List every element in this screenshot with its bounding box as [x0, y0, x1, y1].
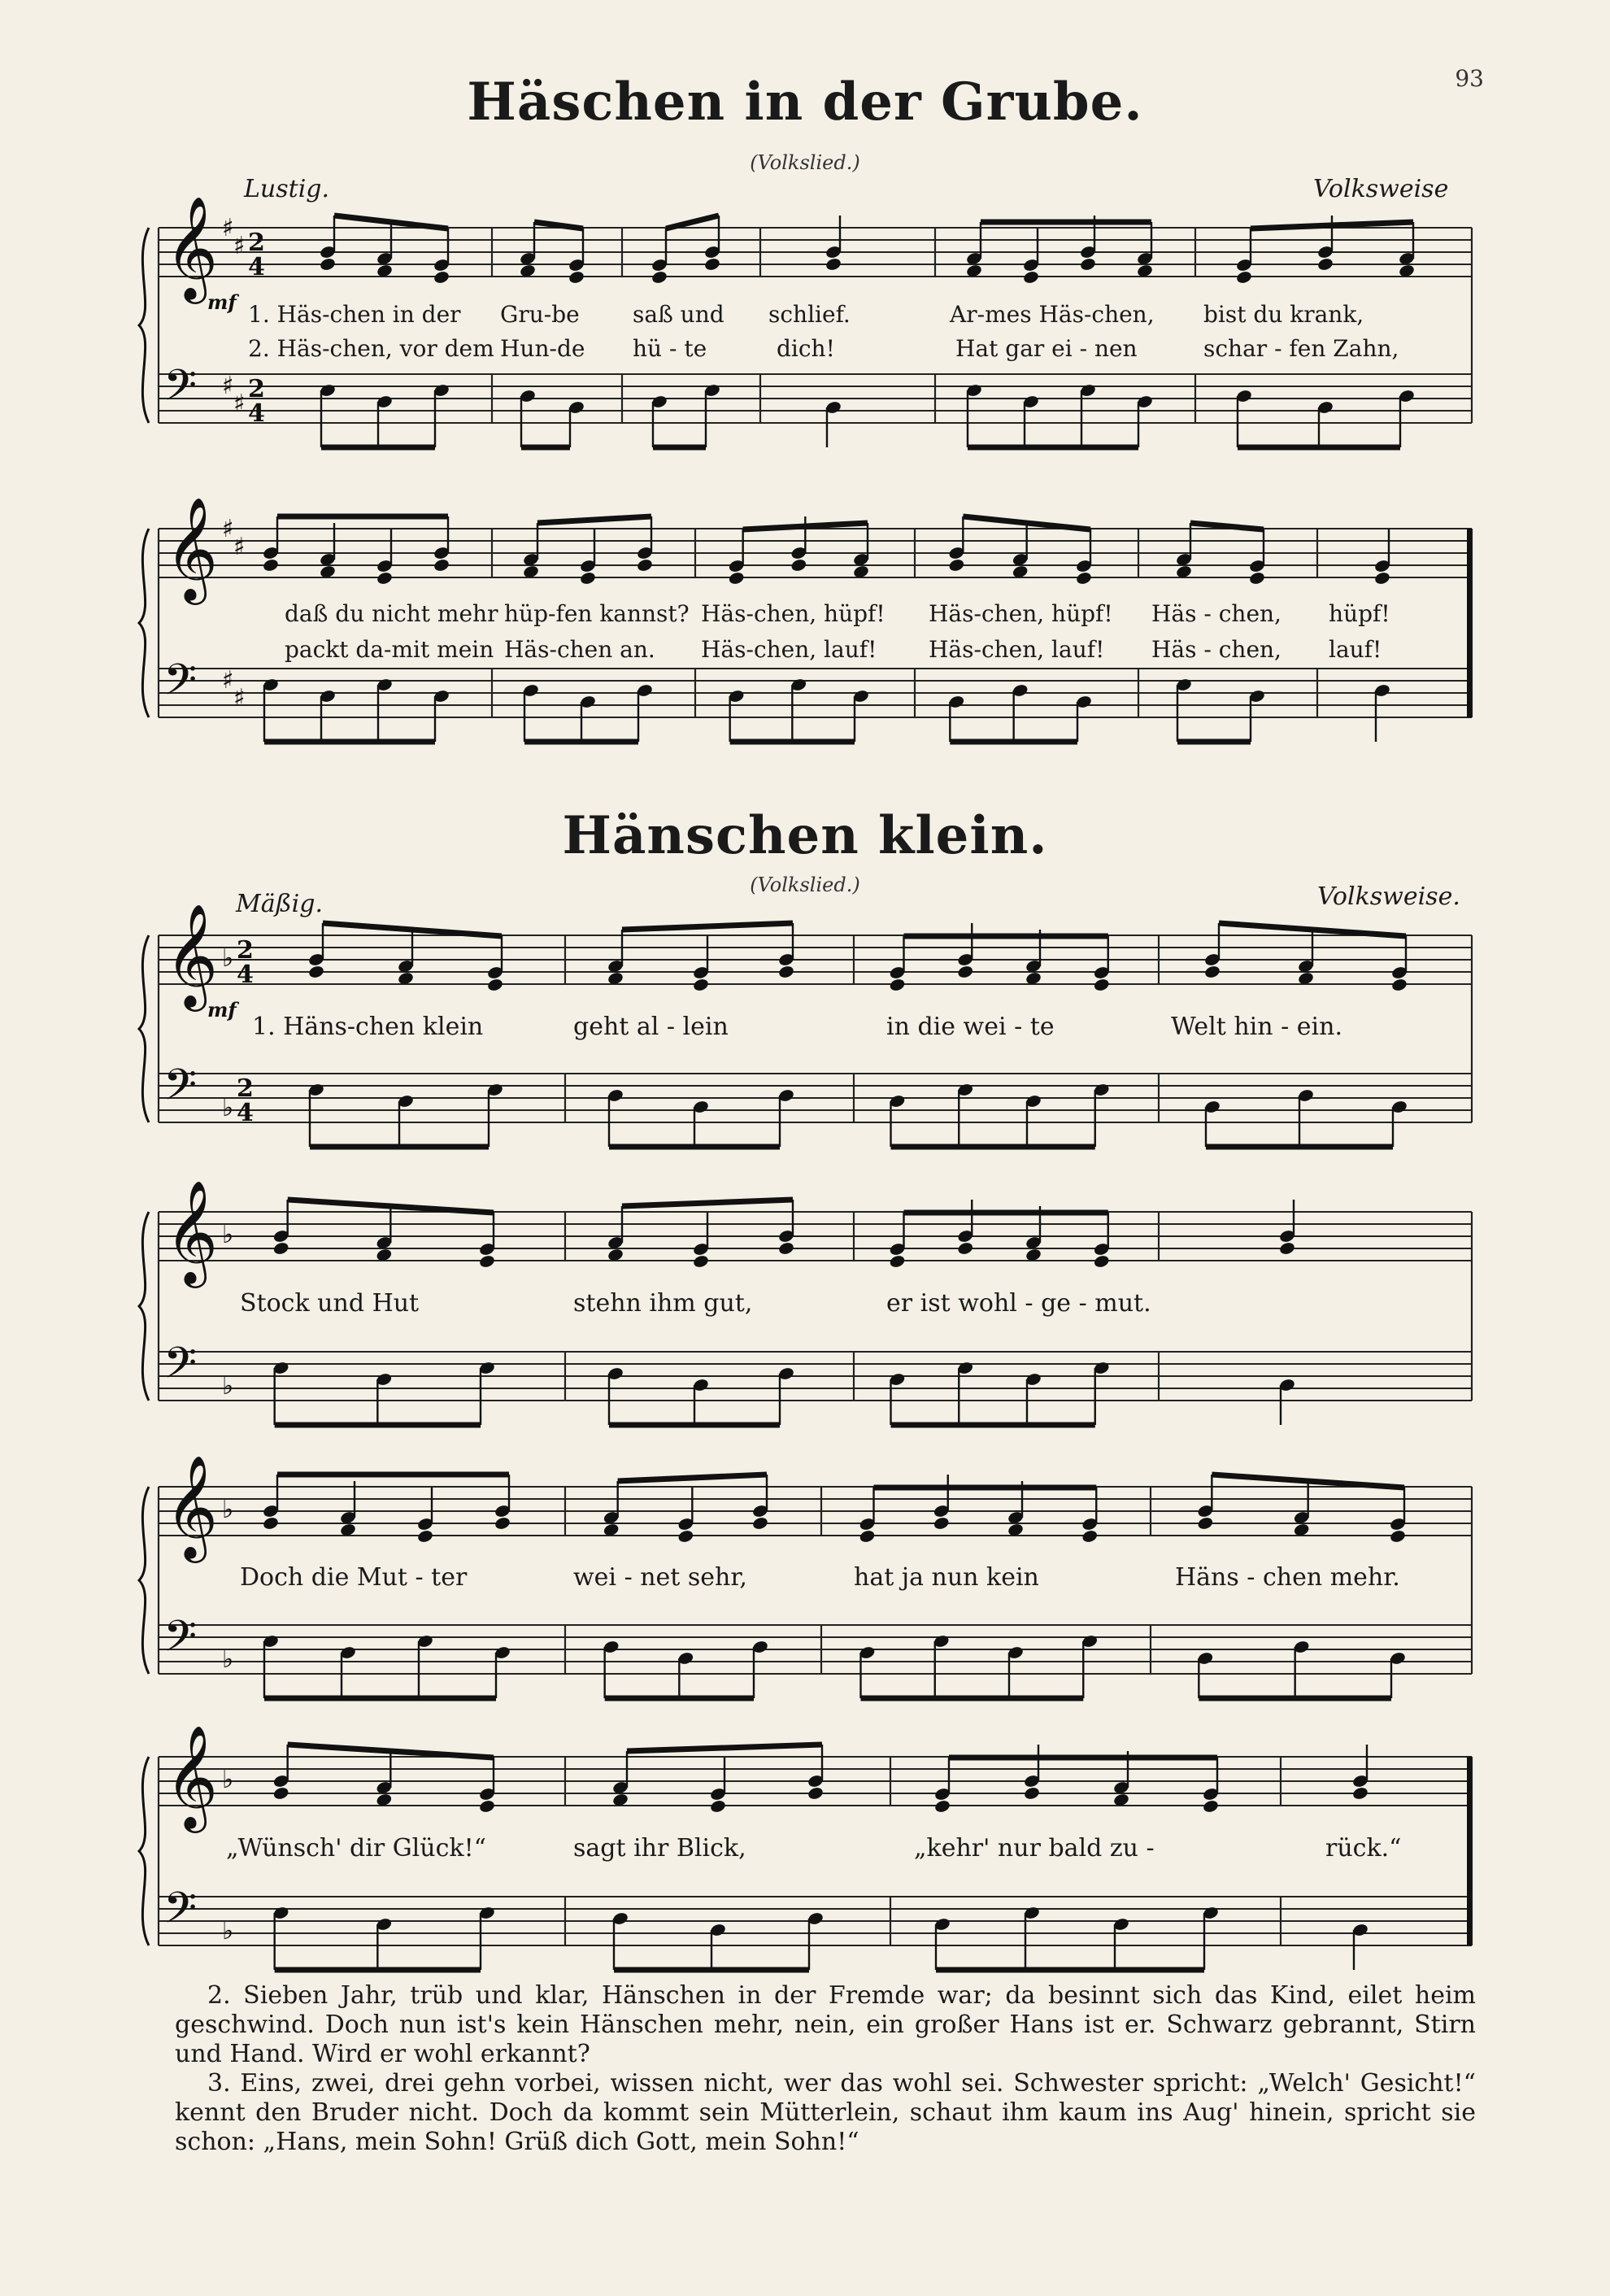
lyric-s5-0: Doch die Mut - ter	[240, 1563, 468, 1592]
note-head	[1023, 1786, 1040, 1801]
note-head	[1202, 1799, 1219, 1814]
lyric-s2-v2-3: Häs-chen, lauf!	[929, 636, 1105, 663]
lyric-s2-v2-4: Häs - chen,	[1151, 636, 1281, 663]
note-head	[709, 1799, 726, 1814]
key-signature-icon: ♭	[222, 1645, 234, 1674]
lyric-s2-v1-0: daß du nicht mehr	[285, 600, 498, 627]
song-title-haeschen: Häschen in der Grube.	[467, 72, 1143, 133]
lyric-s1-v2-2: hü - te	[633, 335, 707, 362]
lyric-s6-2: „kehr' nur bald zu -	[914, 1834, 1155, 1863]
key-signature-icon: ♯	[222, 666, 234, 695]
lyric-s2-v1-3: Häs-chen, hüpf!	[929, 600, 1113, 627]
bass-clef-icon: 𝄢	[163, 1061, 198, 1121]
lyric-s1-v2-5: schar - fen Zahn,	[1203, 335, 1399, 362]
final-barline	[1467, 1757, 1472, 1945]
tempo-marking-haeschen: Lustig.	[244, 175, 330, 203]
bass-clef-icon: 𝄢	[163, 1884, 198, 1944]
treble-clef-icon: 𝄞	[165, 903, 219, 1007]
bass-clef-icon: 𝄢	[163, 1339, 198, 1399]
lyric-s2-v1-5: hüpf!	[1329, 600, 1390, 627]
time-signature-top: 2	[237, 936, 254, 965]
key-signature-icon: ♯	[233, 533, 246, 561]
treble-clef-icon: 𝄞	[165, 1724, 219, 1828]
composer-haeschen: Volksweise	[1313, 175, 1449, 203]
lyric-s1-v2-0: 2. Häs-chen, vor dem	[248, 335, 494, 362]
lyric-s5-1: wei - net sehr,	[573, 1563, 747, 1592]
tempo-marking-haenschen: Mäßig.	[236, 890, 323, 918]
verse-3-text: 3. Eins, zwei, drei gehn vorbei, wissen nicht, wer das wohl sei. Schwester spricht: „Welch' Gesicht!“ kennt den Bruder nicht. Doch da kommt sein Mütterlein, schaut ihm kaum ins Aug' hinein, spricht sie schon: „Hans, mein Sohn! Grüß dich Gott, mein Sohn!“	[175, 2069, 1476, 2156]
song-subtitle-haeschen: (Volkslied.)	[750, 151, 860, 174]
additional-verses	[175, 1981, 1476, 2157]
time-signature-top: 2	[237, 1074, 254, 1103]
bass-clef-icon: 𝄢	[163, 361, 198, 421]
lyric-s6-3: rück.“	[1325, 1834, 1402, 1863]
lyric-s1-v1-3: schlief.	[768, 301, 851, 328]
lyric-s1-v1-0: 1. Häs-chen in der	[248, 301, 461, 328]
key-signature-icon: ♯	[222, 372, 234, 400]
note-head	[1351, 1786, 1368, 1801]
note-head	[933, 1799, 951, 1814]
key-signature-icon: ♭	[222, 1766, 234, 1794]
lyric-s2-v2-2: Häs-chen, lauf!	[701, 636, 877, 663]
lyric-s6-1: sagt ihr Blick,	[573, 1834, 746, 1863]
note-beam	[627, 1745, 822, 1751]
key-signature-icon: ♯	[233, 684, 246, 712]
lyric-s2-v1-4: Häs - chen,	[1151, 600, 1281, 627]
time-signature-bottom: 4	[248, 399, 265, 428]
lyric-s1-v1-2: saß und	[633, 301, 724, 328]
lyric-s3-1: geht al - lein	[573, 1013, 729, 1041]
lyric-s1-v1-5: bist du krank,	[1203, 301, 1364, 328]
lyric-s2-v1-1: hüp-fen kannst?	[504, 600, 690, 627]
lyric-s2-v2-0: packt da-mit mein	[285, 636, 494, 663]
key-signature-icon: ♭	[222, 1372, 234, 1401]
treble-clef-icon: 𝄞	[165, 1179, 219, 1283]
time-signature-bottom: 4	[237, 961, 254, 989]
lyric-s2-v1-2: Häs-chen, hüpf!	[701, 600, 886, 627]
key-signature-icon: ♭	[222, 1094, 234, 1122]
note-head	[272, 1786, 289, 1801]
lyric-s1-v1-4: Ar-mes Häs-chen,	[950, 301, 1155, 328]
lyric-s6-0: „Wünsch' dir Glück!“	[226, 1834, 486, 1863]
key-signature-icon: ♭	[222, 1917, 234, 1945]
lyric-s4-2: er ist wohl - ge - mut.	[886, 1289, 1151, 1318]
treble-clef-icon: 𝄞	[165, 1454, 219, 1558]
treble-clef-icon: 𝄞	[165, 496, 219, 600]
lyric-s1-v2-4: Hat gar ei - nen	[955, 335, 1138, 362]
dynamic-mark: mf	[207, 290, 237, 314]
composer-haenschen: Volksweise.	[1317, 882, 1460, 911]
lyric-s2-v2-1: Häs-chen an.	[504, 636, 655, 663]
brace	[139, 1757, 149, 1945]
key-signature-icon: ♯	[222, 515, 234, 543]
time-signature-top: 2	[248, 229, 265, 257]
key-signature-icon: ♯	[233, 390, 246, 418]
lyric-s5-3: Häns - chen mehr.	[1175, 1563, 1400, 1592]
lyric-s1-v1-1: Gru-be	[500, 301, 580, 328]
bass-clef-icon: 𝄢	[163, 1612, 198, 1672]
key-signature-icon: ♭	[222, 1221, 234, 1249]
song-subtitle-haenschen: (Volkslied.)	[750, 874, 860, 896]
dynamic-mark: mf	[207, 998, 237, 1022]
song-title-haenschen: Hänschen klein.	[562, 805, 1048, 866]
verse-2-text: 2. Sieben Jahr, trüb und klar, Hänschen in der Fremde war; da besinnt sich das Kind, eilet heim geschwind. Doch nun ist's kein Hänschen mehr, nein, ein großer Hans ist er. Schwarz gebrannt, Stirn und Hand. Wird er wohl erkannt?	[175, 1981, 1476, 2068]
treble-clef-icon: 𝄞	[165, 195, 219, 299]
note-head	[478, 1799, 495, 1814]
note-head	[807, 1786, 824, 1801]
lyric-s3-2: in die wei - te	[886, 1013, 1055, 1041]
lyric-s1-v2-1: Hun-de	[500, 335, 585, 362]
key-signature-icon: ♯	[233, 232, 246, 260]
lyric-s5-2: hat ja nun kein	[854, 1563, 1039, 1592]
page-number: 93	[1455, 65, 1484, 92]
bass-clef-icon: 𝄢	[163, 656, 198, 716]
time-signature-top: 2	[248, 375, 265, 403]
time-signature-bottom: 4	[237, 1099, 254, 1127]
time-signature-bottom: 4	[248, 253, 265, 281]
lyric-s1-v2-3: dich!	[777, 335, 835, 362]
lyric-s2-v2-5: lauf!	[1329, 636, 1382, 663]
key-signature-icon: ♭	[222, 1496, 234, 1524]
lyric-s4-0: Stock und Hut	[240, 1289, 420, 1318]
lyric-s3-0: 1. Häns-chen klein	[252, 1013, 484, 1041]
lyric-s4-1: stehn ihm gut,	[573, 1289, 753, 1318]
key-signature-icon: ♭	[222, 944, 234, 973]
lyric-s3-3: Welt hin - ein.	[1171, 1013, 1342, 1041]
key-signature-icon: ♯	[222, 214, 234, 242]
